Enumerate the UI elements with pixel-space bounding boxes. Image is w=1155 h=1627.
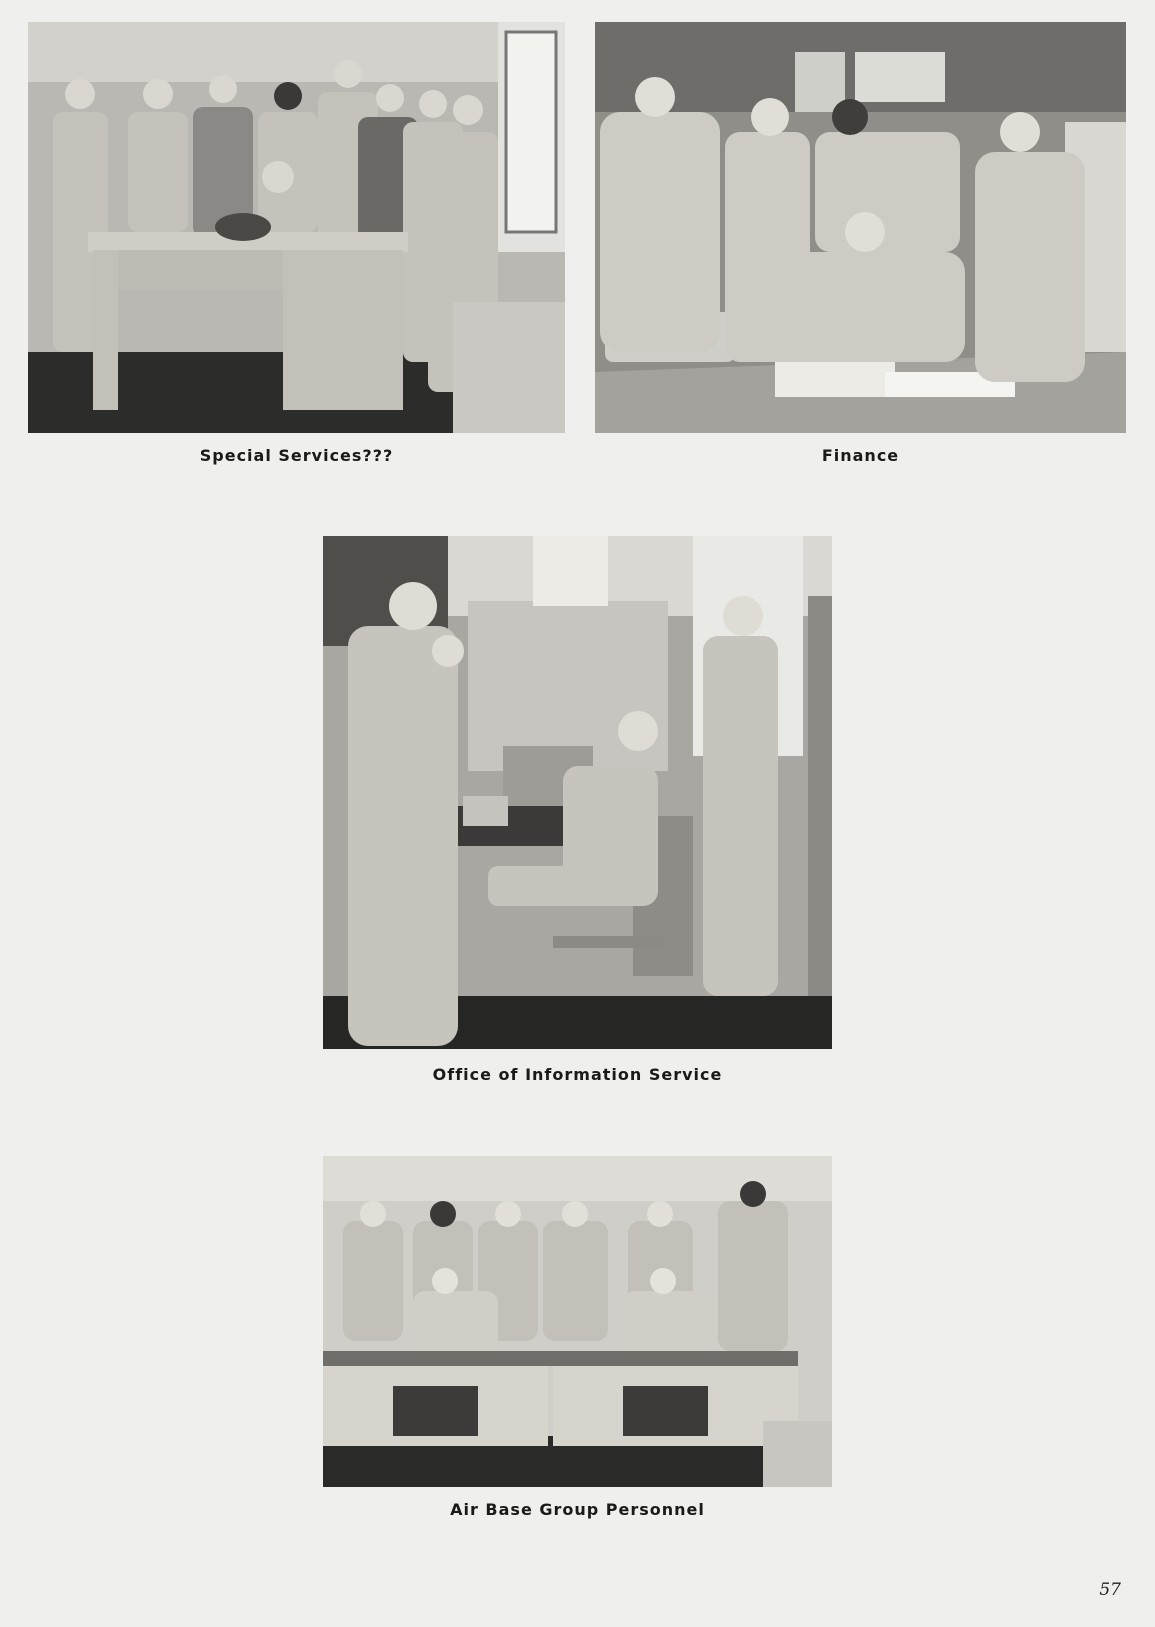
photo-office-of-information-service bbox=[323, 536, 832, 1049]
photo-special-services-image bbox=[28, 22, 565, 433]
photo-special-services bbox=[28, 22, 565, 433]
page-number: 57 bbox=[1099, 1580, 1121, 1600]
photo-office-of-information-service-image bbox=[323, 536, 832, 1049]
photo-finance-image bbox=[595, 22, 1126, 433]
caption-special-services: Special Services??? bbox=[199, 446, 394, 465]
caption-finance: Finance bbox=[821, 446, 900, 465]
caption-air-base-group-personnel: Air Base Group Personnel bbox=[450, 1500, 705, 1519]
photo-air-base-group-personnel bbox=[323, 1156, 832, 1487]
photo-finance bbox=[595, 22, 1126, 433]
caption-office-of-information-service: Office of Information Service bbox=[432, 1065, 723, 1084]
photo-air-base-group-personnel-image bbox=[323, 1156, 832, 1487]
